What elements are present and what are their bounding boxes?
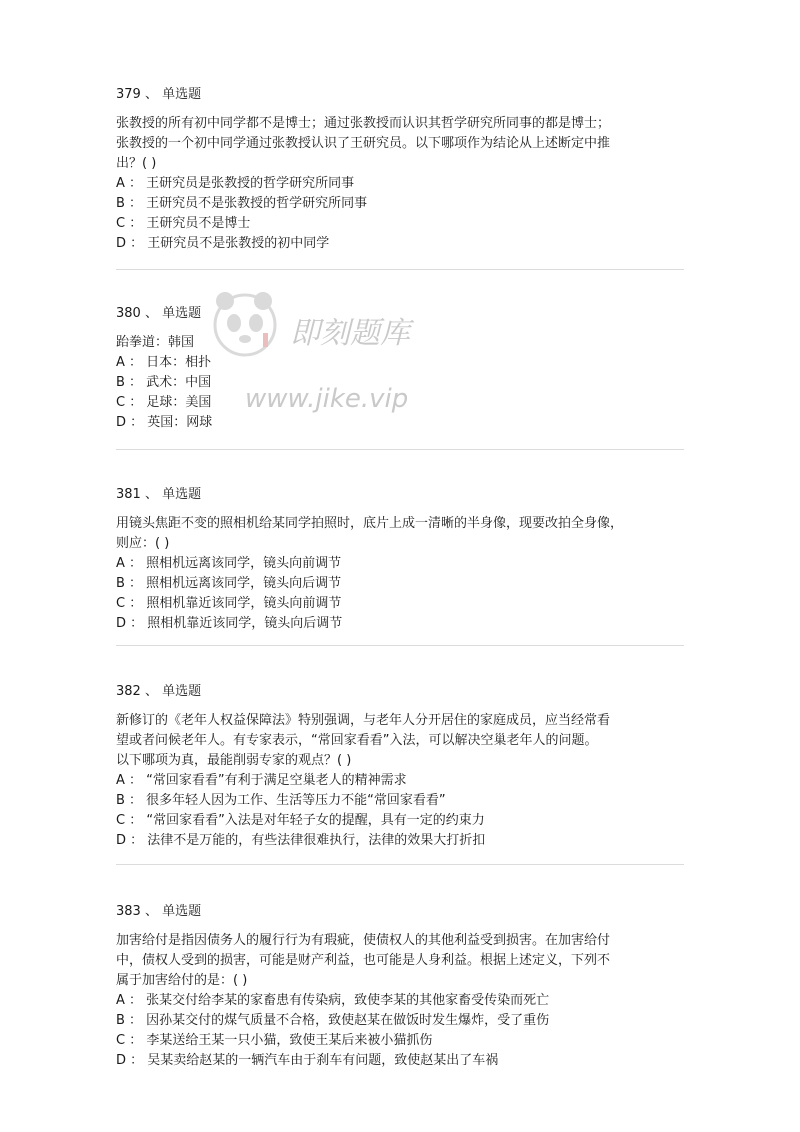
divider (116, 269, 684, 270)
question-header: 380 、 单选题 (116, 306, 202, 321)
divider (116, 449, 684, 450)
option-d: D ： 王研究员不是张教授的初中同学 (116, 236, 330, 251)
option-d: D ： 法律不是万能的，有些法律很难执行，法律的效果大打折扣 (116, 833, 486, 848)
option-a: A ： 王研究员是张教授的哲学研究所同事 (116, 176, 355, 191)
question-header: 383 、 单选题 (116, 904, 202, 919)
option-b: B ： 武术：中国 (116, 375, 212, 390)
option-a: A ： 日本：相扑 (116, 355, 212, 370)
option-b: B ： 因孙某交付的煤气质量不合格，致使赵某在做饭时发生爆炸，受了重伤 (116, 1013, 550, 1028)
option-b: B ： 很多年轻人因为工作、生活等压力不能“常回家看看” (116, 793, 446, 808)
option-d: D ： 照相机靠近该同学，镜头向后调节 (116, 616, 343, 631)
question-stem: 用镜头焦距不变的照相机给某同学拍照时，底片上成一清晰的半身像，现要改拍全身像， 则应：( ) (116, 516, 624, 551)
option-c: C ： “常回家看看”入法是对年轻子女的提醒，具有一定的约束力 (116, 813, 485, 828)
option-c: C ： 李某送给王某一只小猫，致使王某后来被小猫抓伤 (116, 1033, 433, 1048)
option-d: D ： 吴某卖给赵某的一辆汽车由于刹车有问题，致使赵某出了车祸 (116, 1053, 499, 1068)
option-a: A ： 照相机远离该同学，镜头向前调节 (116, 556, 342, 571)
question-381 (116, 486, 686, 634)
question-stem: 张教授的所有初中同学都不是博士；通过张教授而认识其哲学研究所同事的都是博士； 张教授的一个初中同学通过张教授认识了王研究员。以下哪项作为结论从上述断定中推 出？( ) (116, 116, 611, 171)
question-header: 379 、 单选题 (116, 87, 202, 102)
option-a: A ： “常回家看看”有利于满足空巢老人的精神需求 (116, 773, 407, 788)
divider (116, 864, 684, 865)
option-c: C ： 照相机靠近该同学，镜头向前调节 (116, 596, 342, 611)
question-380 (116, 305, 686, 433)
watermark-brand: 即刻题库 (290, 316, 410, 351)
option-b: B ： 照相机远离该同学，镜头向后调节 (116, 576, 342, 591)
question-383 (116, 903, 686, 1071)
question-stem: 跆拳道：韩国 (116, 335, 195, 350)
option-c: C ： 王研究员不是博士 (116, 216, 251, 231)
question-stem: 新修订的《老年人权益保障法》特别强调，与老年人分开居住的家庭成员，应当经常看 望或者问候老年人。有专家表示，“常回家看看”入法，可以解决空巢老年人的问题。 以下哪项为真，最能削弱专家的观点？( ) (116, 713, 611, 768)
divider (116, 645, 684, 646)
question-header: 382 、 单选题 (116, 684, 202, 699)
question-382 (116, 683, 686, 851)
question-379 (116, 86, 686, 254)
question-header: 381 、 单选题 (116, 487, 202, 502)
question-stem: 加害给付是指因债务人的履行行为有瑕疵，使债权人的其他利益受到损害。在加害给付 中，债权人受到的损害，可能是财产利益，也可能是人身利益。根据上述定义，下列不 属于加害给付的是：( ) (116, 933, 611, 988)
option-d: D ： 英国：网球 (116, 415, 213, 430)
option-b: B ： 王研究员不是张教授的哲学研究所同事 (116, 196, 368, 211)
option-c: C ： 足球：美国 (116, 395, 212, 410)
watermark-url: www.jike.vip (245, 384, 409, 414)
option-a: A ： 张某交付给李某的家畜患有传染病，致使李某的其他家畜受传染而死亡 (116, 993, 550, 1008)
